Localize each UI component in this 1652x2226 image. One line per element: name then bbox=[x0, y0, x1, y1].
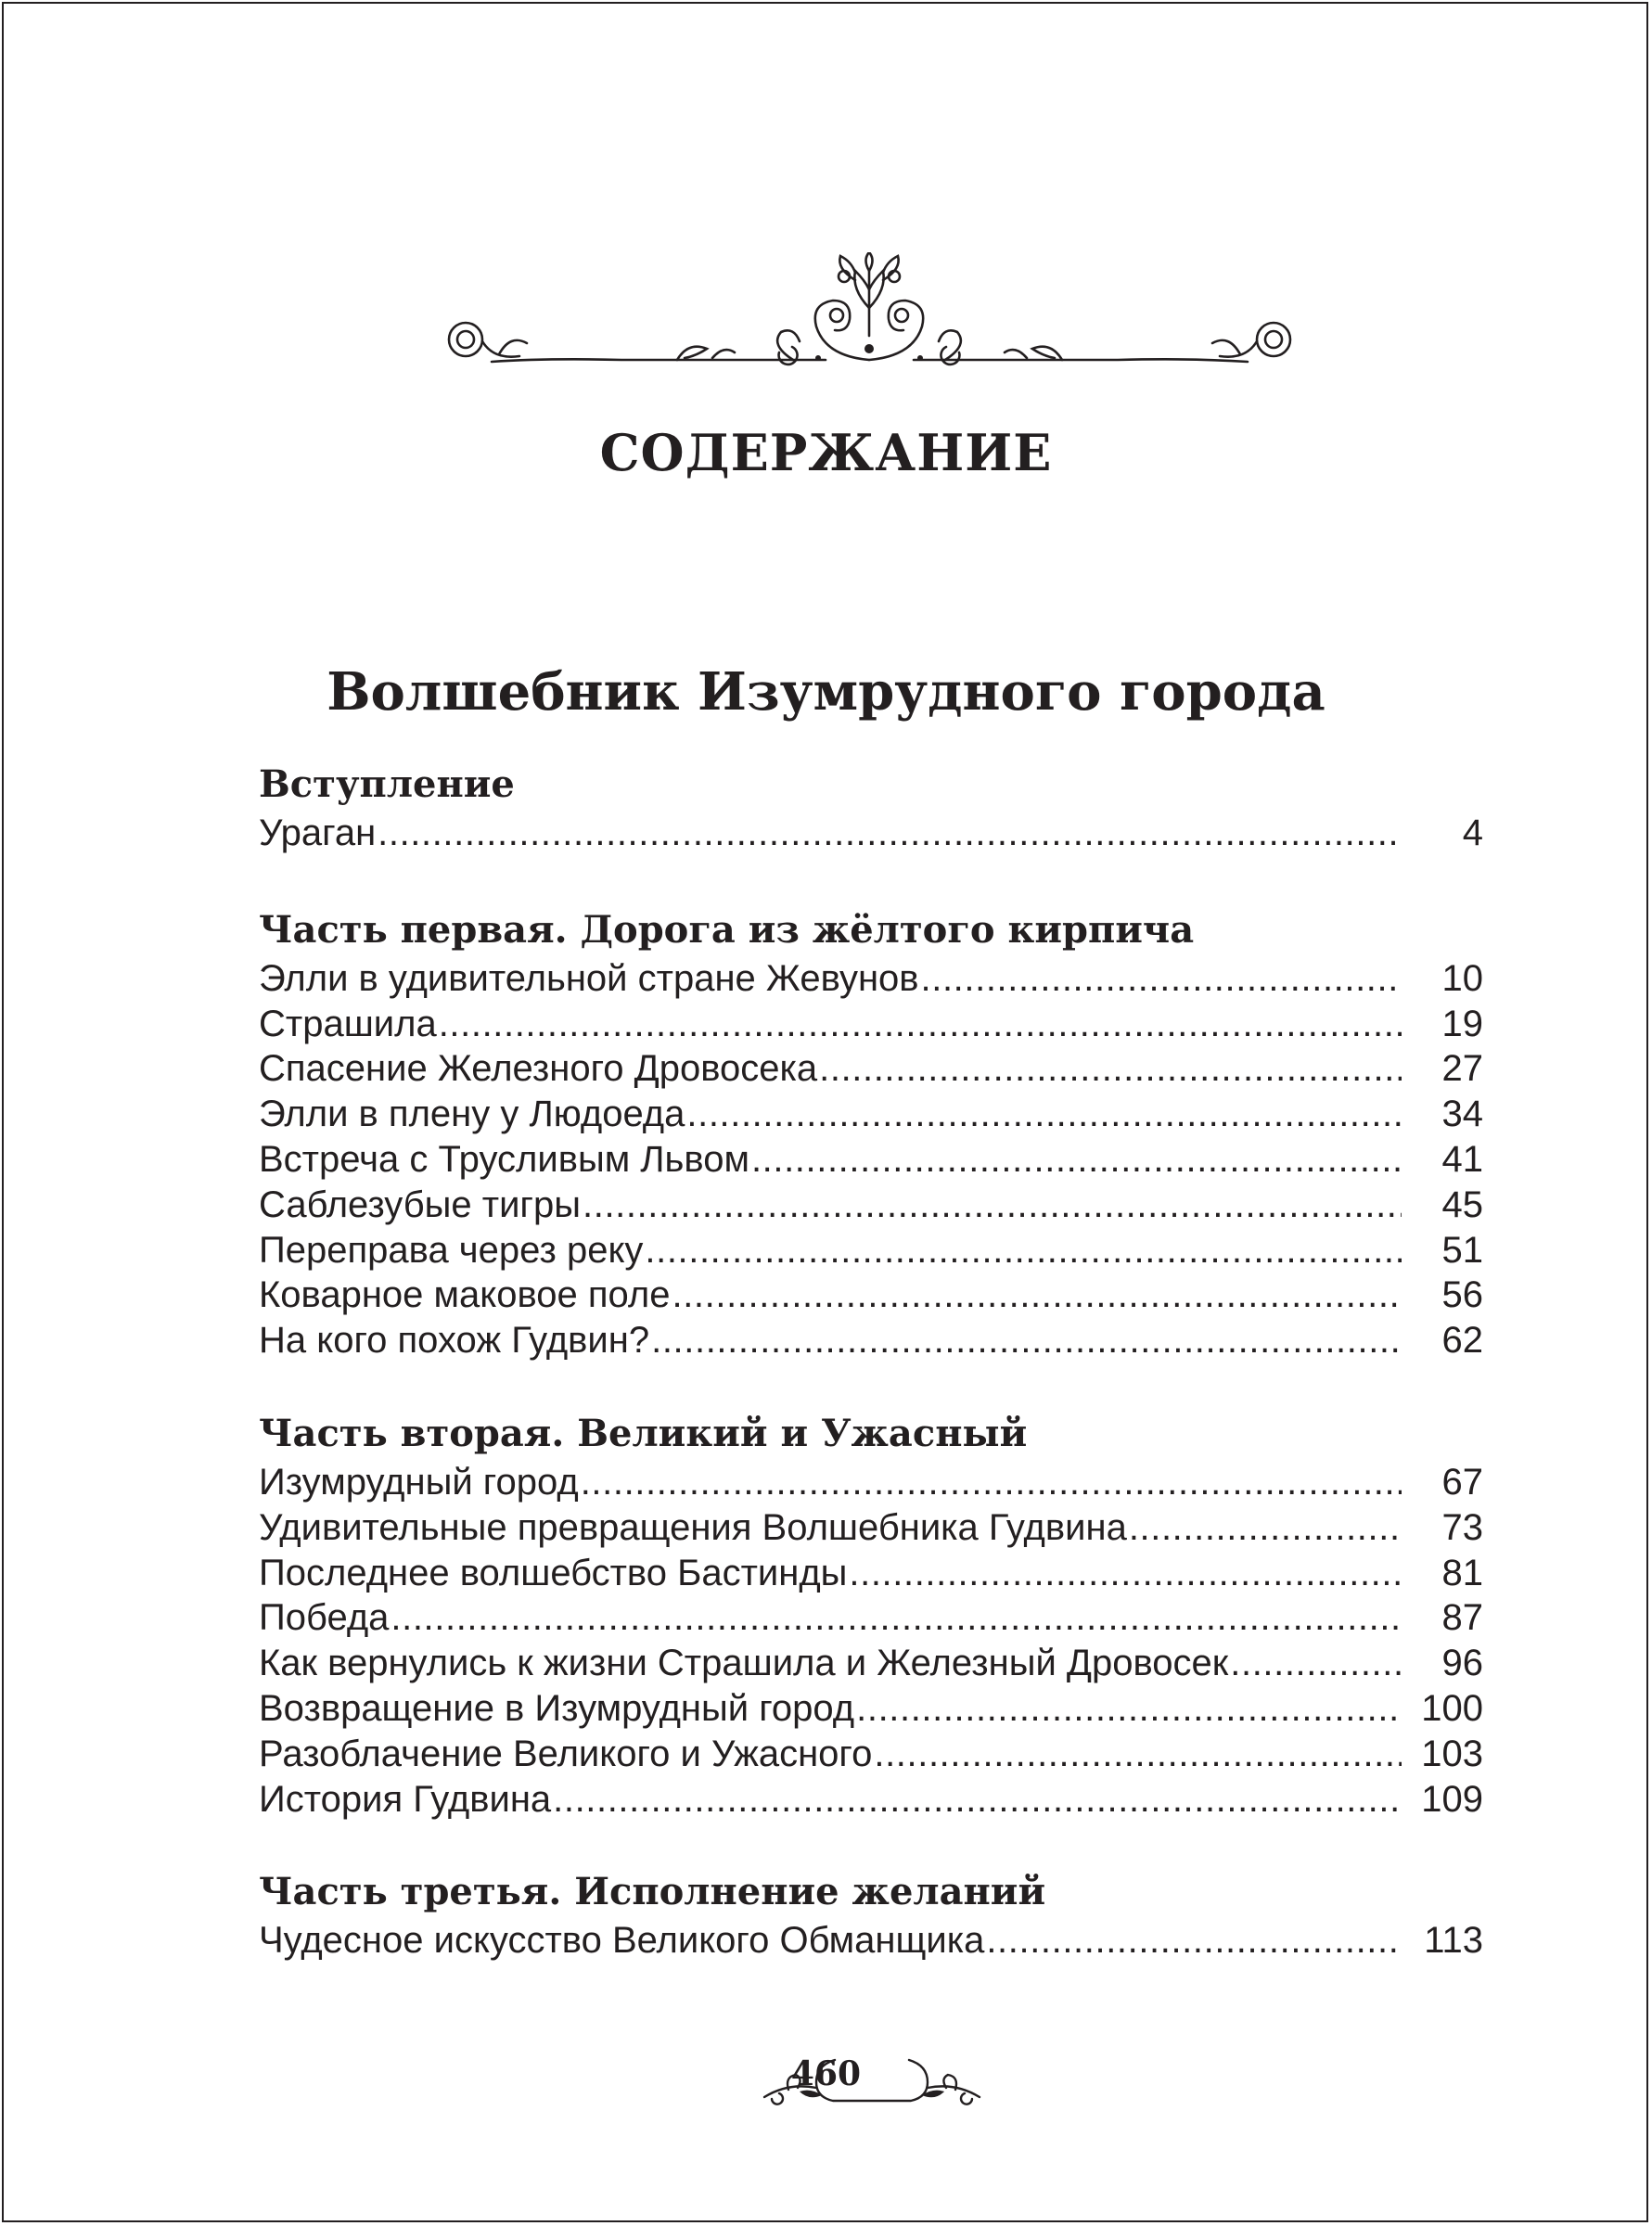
section-title: Вступление bbox=[259, 762, 515, 806]
book-title: Волшебник Изумрудного города bbox=[327, 661, 1325, 723]
entry-title: Ураган bbox=[259, 812, 377, 853]
toc-entry[interactable] bbox=[259, 1686, 1483, 1732]
entry-title: Страшила bbox=[259, 1003, 437, 1044]
toc-entry[interactable] bbox=[259, 1918, 1483, 1964]
entry-page-number: 34 bbox=[1441, 1094, 1483, 1135]
dot-leader bbox=[672, 1273, 1402, 1318]
toc-entry[interactable] bbox=[259, 1273, 1483, 1318]
page-number: 460 bbox=[790, 2054, 862, 2093]
entry-page-number: 87 bbox=[1441, 1597, 1483, 1639]
dot-leader bbox=[553, 1777, 1402, 1823]
dot-leader bbox=[645, 1228, 1402, 1273]
entry-page-number: 109 bbox=[1421, 1778, 1483, 1820]
entry-page-number: 113 bbox=[1424, 1920, 1483, 1962]
dot-leader bbox=[439, 1002, 1402, 1047]
entry-page-number: 103 bbox=[1421, 1733, 1483, 1774]
entry-title: Саблезубые тигры bbox=[259, 1183, 582, 1225]
entry-title: История Гудвина bbox=[259, 1778, 552, 1820]
entry-title: Чудесное искусство Великого Обманщика bbox=[259, 1920, 985, 1962]
toc-entry[interactable] bbox=[259, 811, 1483, 856]
entry-title: Разоблачение Великого и Ужасного bbox=[259, 1733, 873, 1774]
page-heading: СОДЕРЖАНИЕ bbox=[599, 423, 1053, 482]
entry-page-number: 56 bbox=[1441, 1274, 1483, 1316]
table-of-contents bbox=[259, 759, 1483, 1964]
entry-title: Спасение Железного Дровосека bbox=[259, 1048, 818, 1090]
entry-page-number: 73 bbox=[1441, 1506, 1483, 1548]
entry-page-number: 10 bbox=[1441, 957, 1483, 999]
entry-title: Победа bbox=[259, 1597, 390, 1639]
entry-page-number: 45 bbox=[1441, 1183, 1483, 1225]
entry-title: Возвращение в Изумрудный город bbox=[259, 1687, 855, 1729]
dot-leader bbox=[1230, 1641, 1402, 1686]
dot-leader bbox=[819, 1046, 1402, 1092]
entry-title: Последнее волшебство Бастинды bbox=[259, 1552, 848, 1593]
dot-leader bbox=[856, 1686, 1402, 1732]
entry-page-number: 100 bbox=[1421, 1687, 1483, 1729]
toc-entry[interactable] bbox=[259, 1318, 1483, 1363]
section-title: Часть третья. Исполнение желаний bbox=[259, 1870, 1046, 1914]
entry-page-number: 51 bbox=[1441, 1229, 1483, 1271]
entry-page-number: 81 bbox=[1441, 1552, 1483, 1593]
toc-entry[interactable] bbox=[259, 1137, 1483, 1183]
toc-entry[interactable] bbox=[259, 1641, 1483, 1686]
entry-page-number: 4 bbox=[1462, 812, 1483, 853]
dot-leader bbox=[651, 1318, 1402, 1363]
dot-leader bbox=[986, 1918, 1402, 1964]
toc-entry[interactable] bbox=[259, 1460, 1483, 1505]
entry-title: Изумрудный город bbox=[259, 1461, 579, 1503]
dot-leader bbox=[581, 1460, 1402, 1505]
toc-entry[interactable] bbox=[259, 1595, 1483, 1641]
dot-leader bbox=[378, 811, 1402, 856]
entry-title: Переправа через реку bbox=[259, 1229, 644, 1271]
dot-leader bbox=[391, 1595, 1402, 1641]
entry-page-number: 41 bbox=[1441, 1138, 1483, 1180]
entry-page-number: 19 bbox=[1441, 1003, 1483, 1044]
toc-entry[interactable] bbox=[259, 1046, 1483, 1092]
toc-entry[interactable] bbox=[259, 1183, 1483, 1228]
toc-entry[interactable] bbox=[259, 1551, 1483, 1596]
dot-leader bbox=[874, 1732, 1402, 1777]
entry-title: Элли в удивительной стране Жевунов bbox=[259, 957, 919, 999]
dot-leader bbox=[686, 1092, 1402, 1137]
entry-title: Как вернулись к жизни Страшила и Железный Дровосек bbox=[259, 1643, 1229, 1684]
toc-entry[interactable] bbox=[259, 1505, 1483, 1551]
dot-leader bbox=[1129, 1505, 1402, 1551]
dot-leader bbox=[583, 1183, 1402, 1228]
decorative-flourish-icon bbox=[436, 252, 1303, 382]
entry-title: На кого похож Гудвин? bbox=[259, 1320, 650, 1362]
entry-page-number: 67 bbox=[1441, 1461, 1483, 1503]
toc-entry[interactable] bbox=[259, 1002, 1483, 1047]
entry-page-number: 27 bbox=[1441, 1048, 1483, 1090]
entry-title: Удивительные превращения Волшебника Гудвина bbox=[259, 1506, 1127, 1548]
entry-title: Коварное маковое поле bbox=[259, 1274, 671, 1316]
toc-entry[interactable] bbox=[259, 1092, 1483, 1137]
toc-entry[interactable] bbox=[259, 1777, 1483, 1823]
toc-entry[interactable] bbox=[259, 1732, 1483, 1777]
toc-entry[interactable] bbox=[259, 956, 1483, 1002]
entry-title: Встреча с Трусливым Львом bbox=[259, 1138, 749, 1180]
entry-page-number: 62 bbox=[1441, 1320, 1483, 1362]
section-title: Часть вторая. Великий и Ужасный bbox=[259, 1411, 1028, 1455]
entry-title: Элли в плену у Людоеда bbox=[259, 1094, 685, 1135]
dot-leader bbox=[751, 1137, 1402, 1183]
toc-entry[interactable] bbox=[259, 1228, 1483, 1273]
dot-leader bbox=[849, 1551, 1402, 1596]
section-title: Часть первая. Дорога из жёлтого кирпича bbox=[259, 907, 1195, 952]
entry-page-number: 96 bbox=[1441, 1643, 1483, 1684]
dot-leader bbox=[921, 956, 1402, 1002]
